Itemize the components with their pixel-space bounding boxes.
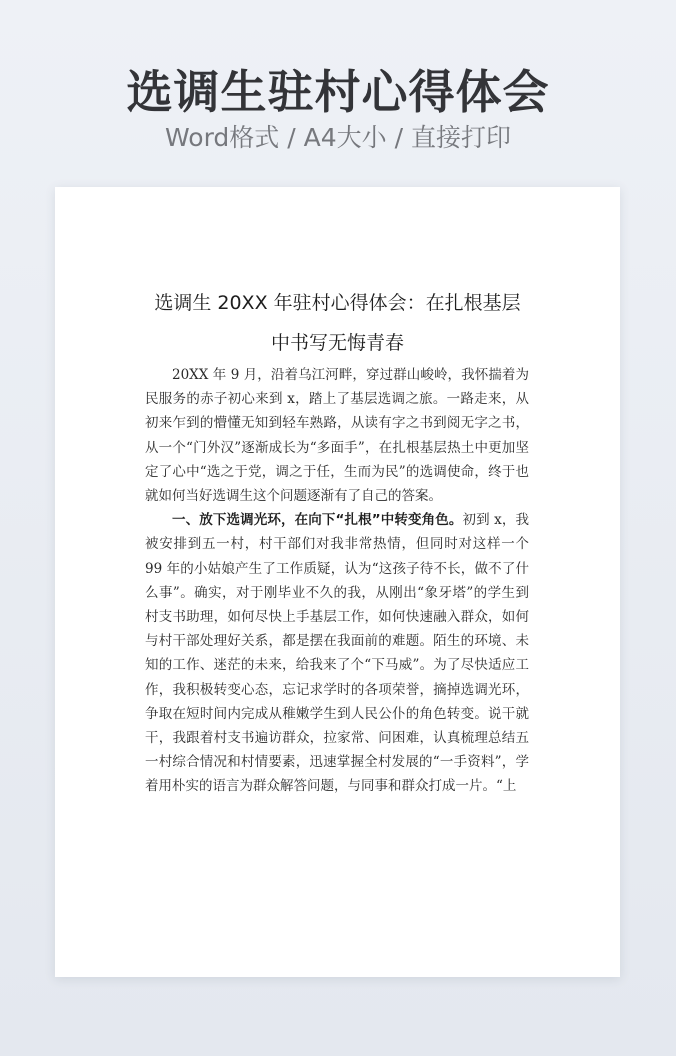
document-page (55, 187, 620, 977)
section-1-text: 初到 x，我被安排到五一村，村干部们对我非常热情，但同时对这样一个 99 年的小姑娘产生了工作质疑，认为“这孩子待不长，做不了什么事”。确实，对于刚毕业不久的我，从刚出“象牙塔”的学生到村支书助理，如何尽快上手基层工作，如何快速融入群众，如何与村干部处理好关系，都是摆在我面前的难题。陌生的环境、未知的工作、迷茫的未来，给我来了个“下马威”。为了尽快适应工作，我积极转变心态，忘记求学时的各项荣誉，摘掉选调光环，争取在短时间内完成从稚嫩学生到人民公仆的角色转变。说干就干，我跟着村支书遍访群众，拉家常、问困难，认真梳理总结五一村综合情况和村情要素，迅速掌握全村发展的“一手资料”，学着用朴实的语言为群众解答问题，与同事和群众打成一片。“上 (145, 512, 530, 795)
document-title-line-1: 选调生 20XX 年驻村心得体会：在扎根基层 (154, 292, 521, 314)
section-1-paragraph (145, 508, 529, 798)
section-1-heading: 一、放下选调光环，在向下“扎根”中转变角色。 (172, 512, 463, 529)
document-title-line-2: 中书写无悔青春 (270, 332, 404, 354)
banner-subtitle: Word格式 / A4大小 / 直接打印 (165, 123, 511, 152)
document-title (55, 283, 620, 363)
banner-title: 选调生驻村心得体会 (126, 65, 550, 119)
intro-paragraph: 20XX 年 9 月，沿着乌江河畔，穿过群山峻岭，我怀揣着为民服务的赤子初心来到 x，踏上了基层选调之旅。一路走来，从初来乍到的懵懂无知到轻车熟路，从读有字之书到阅无字之书，从一个“门外汉”逐渐成长为“多面手”，在扎根基层热土中更加坚定了心中“选之于党，调之于任，生而为民”的选调使命，终于也就如何当好选调生这个问题逐渐有了自己的答案。 (145, 367, 529, 505)
document-body (145, 363, 529, 799)
